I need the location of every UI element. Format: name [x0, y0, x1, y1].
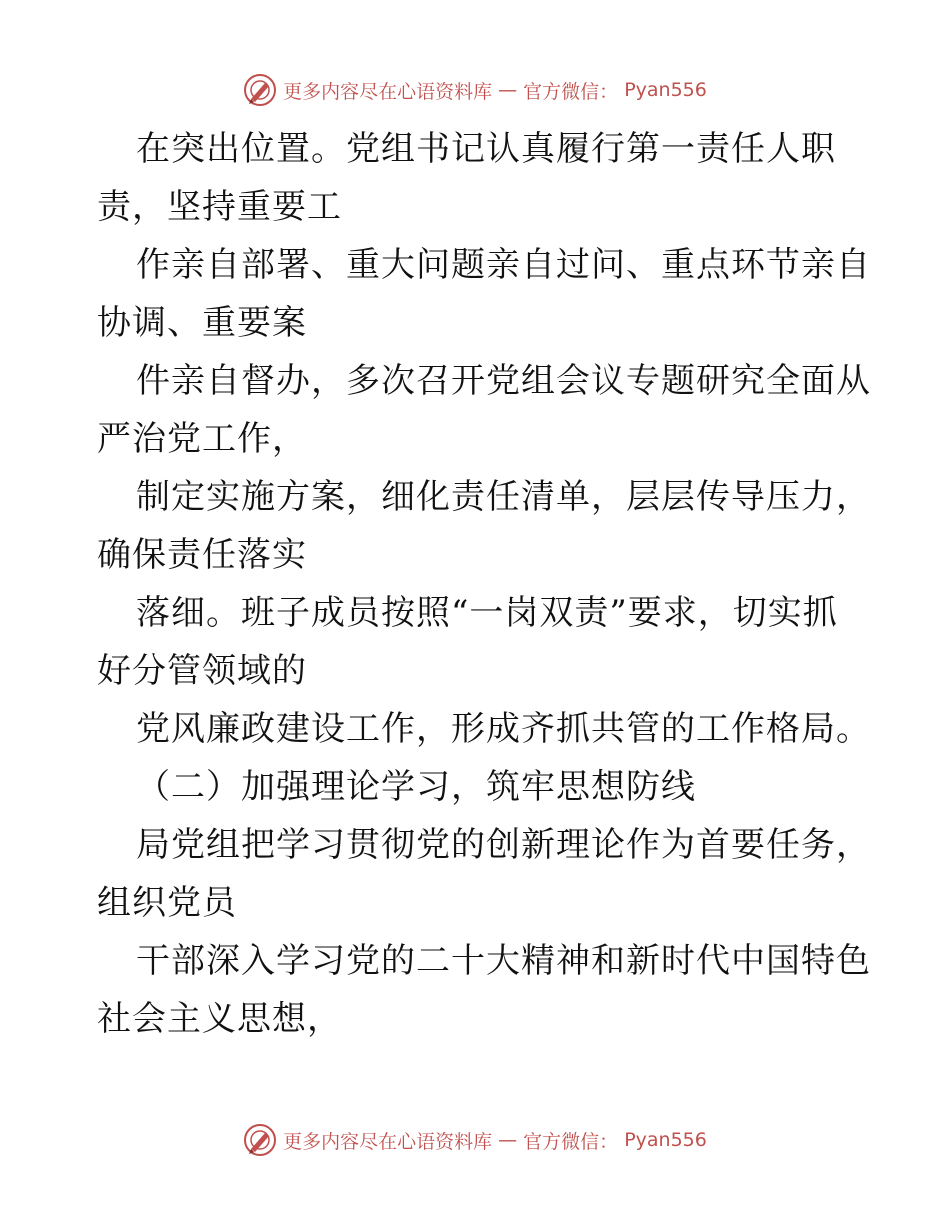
- pen-logo-icon: [243, 1123, 277, 1157]
- watermark-text: 更多内容尽在心语资料库: [283, 1130, 493, 1153]
- header-watermark: [0, 70, 950, 110]
- watermark-wechat-id: Pyan556: [624, 79, 707, 101]
- body-line: 好分管领域的: [97, 651, 307, 691]
- body-line: 落细。班子成员按照“一岗双责”要求，切实抓: [136, 593, 838, 633]
- pen-logo-icon: [243, 73, 277, 107]
- body-line: 件亲自督办，多次召开党组会议专题研究全面从: [136, 361, 871, 401]
- body-line: 协调、重要案: [97, 303, 307, 343]
- watermark-dash: —: [498, 1129, 518, 1151]
- body-line: 干部深入学习党的二十大精神和新时代中国特色: [136, 941, 871, 981]
- watermark-dash: —: [498, 79, 518, 101]
- body-line: 在突出位置。党组书记认真履行第一责任人职: [136, 129, 836, 169]
- body-line: 组织党员: [97, 883, 237, 923]
- body-line: 党风廉政建设工作，形成齐抓共管的工作格局。: [136, 709, 871, 749]
- watermark-text: 更多内容尽在心语资料库: [283, 80, 493, 103]
- body-line: 责，坚持重要工: [97, 187, 342, 227]
- body-line: 作亲自部署、重大问题亲自过问、重点环节亲自: [136, 245, 871, 285]
- body-line: 局党组把学习贯彻党的创新理论作为首要任务，: [136, 825, 871, 865]
- footer-watermark: [0, 1120, 950, 1160]
- document-body: [97, 120, 871, 1048]
- watermark-official-label: 官方微信：: [523, 1130, 619, 1153]
- section-heading: （二）加强理论学习，筑牢思想防线: [136, 767, 696, 807]
- watermark-wechat-id: Pyan556: [624, 1129, 707, 1151]
- watermark-official-label: 官方微信：: [523, 80, 619, 103]
- body-line: 严治党工作，: [97, 419, 307, 459]
- body-line: 制定实施方案，细化责任清单，层层传导压力，: [136, 477, 871, 517]
- body-line: 社会主义思想，: [97, 999, 342, 1039]
- body-line: 确保责任落实: [97, 535, 307, 575]
